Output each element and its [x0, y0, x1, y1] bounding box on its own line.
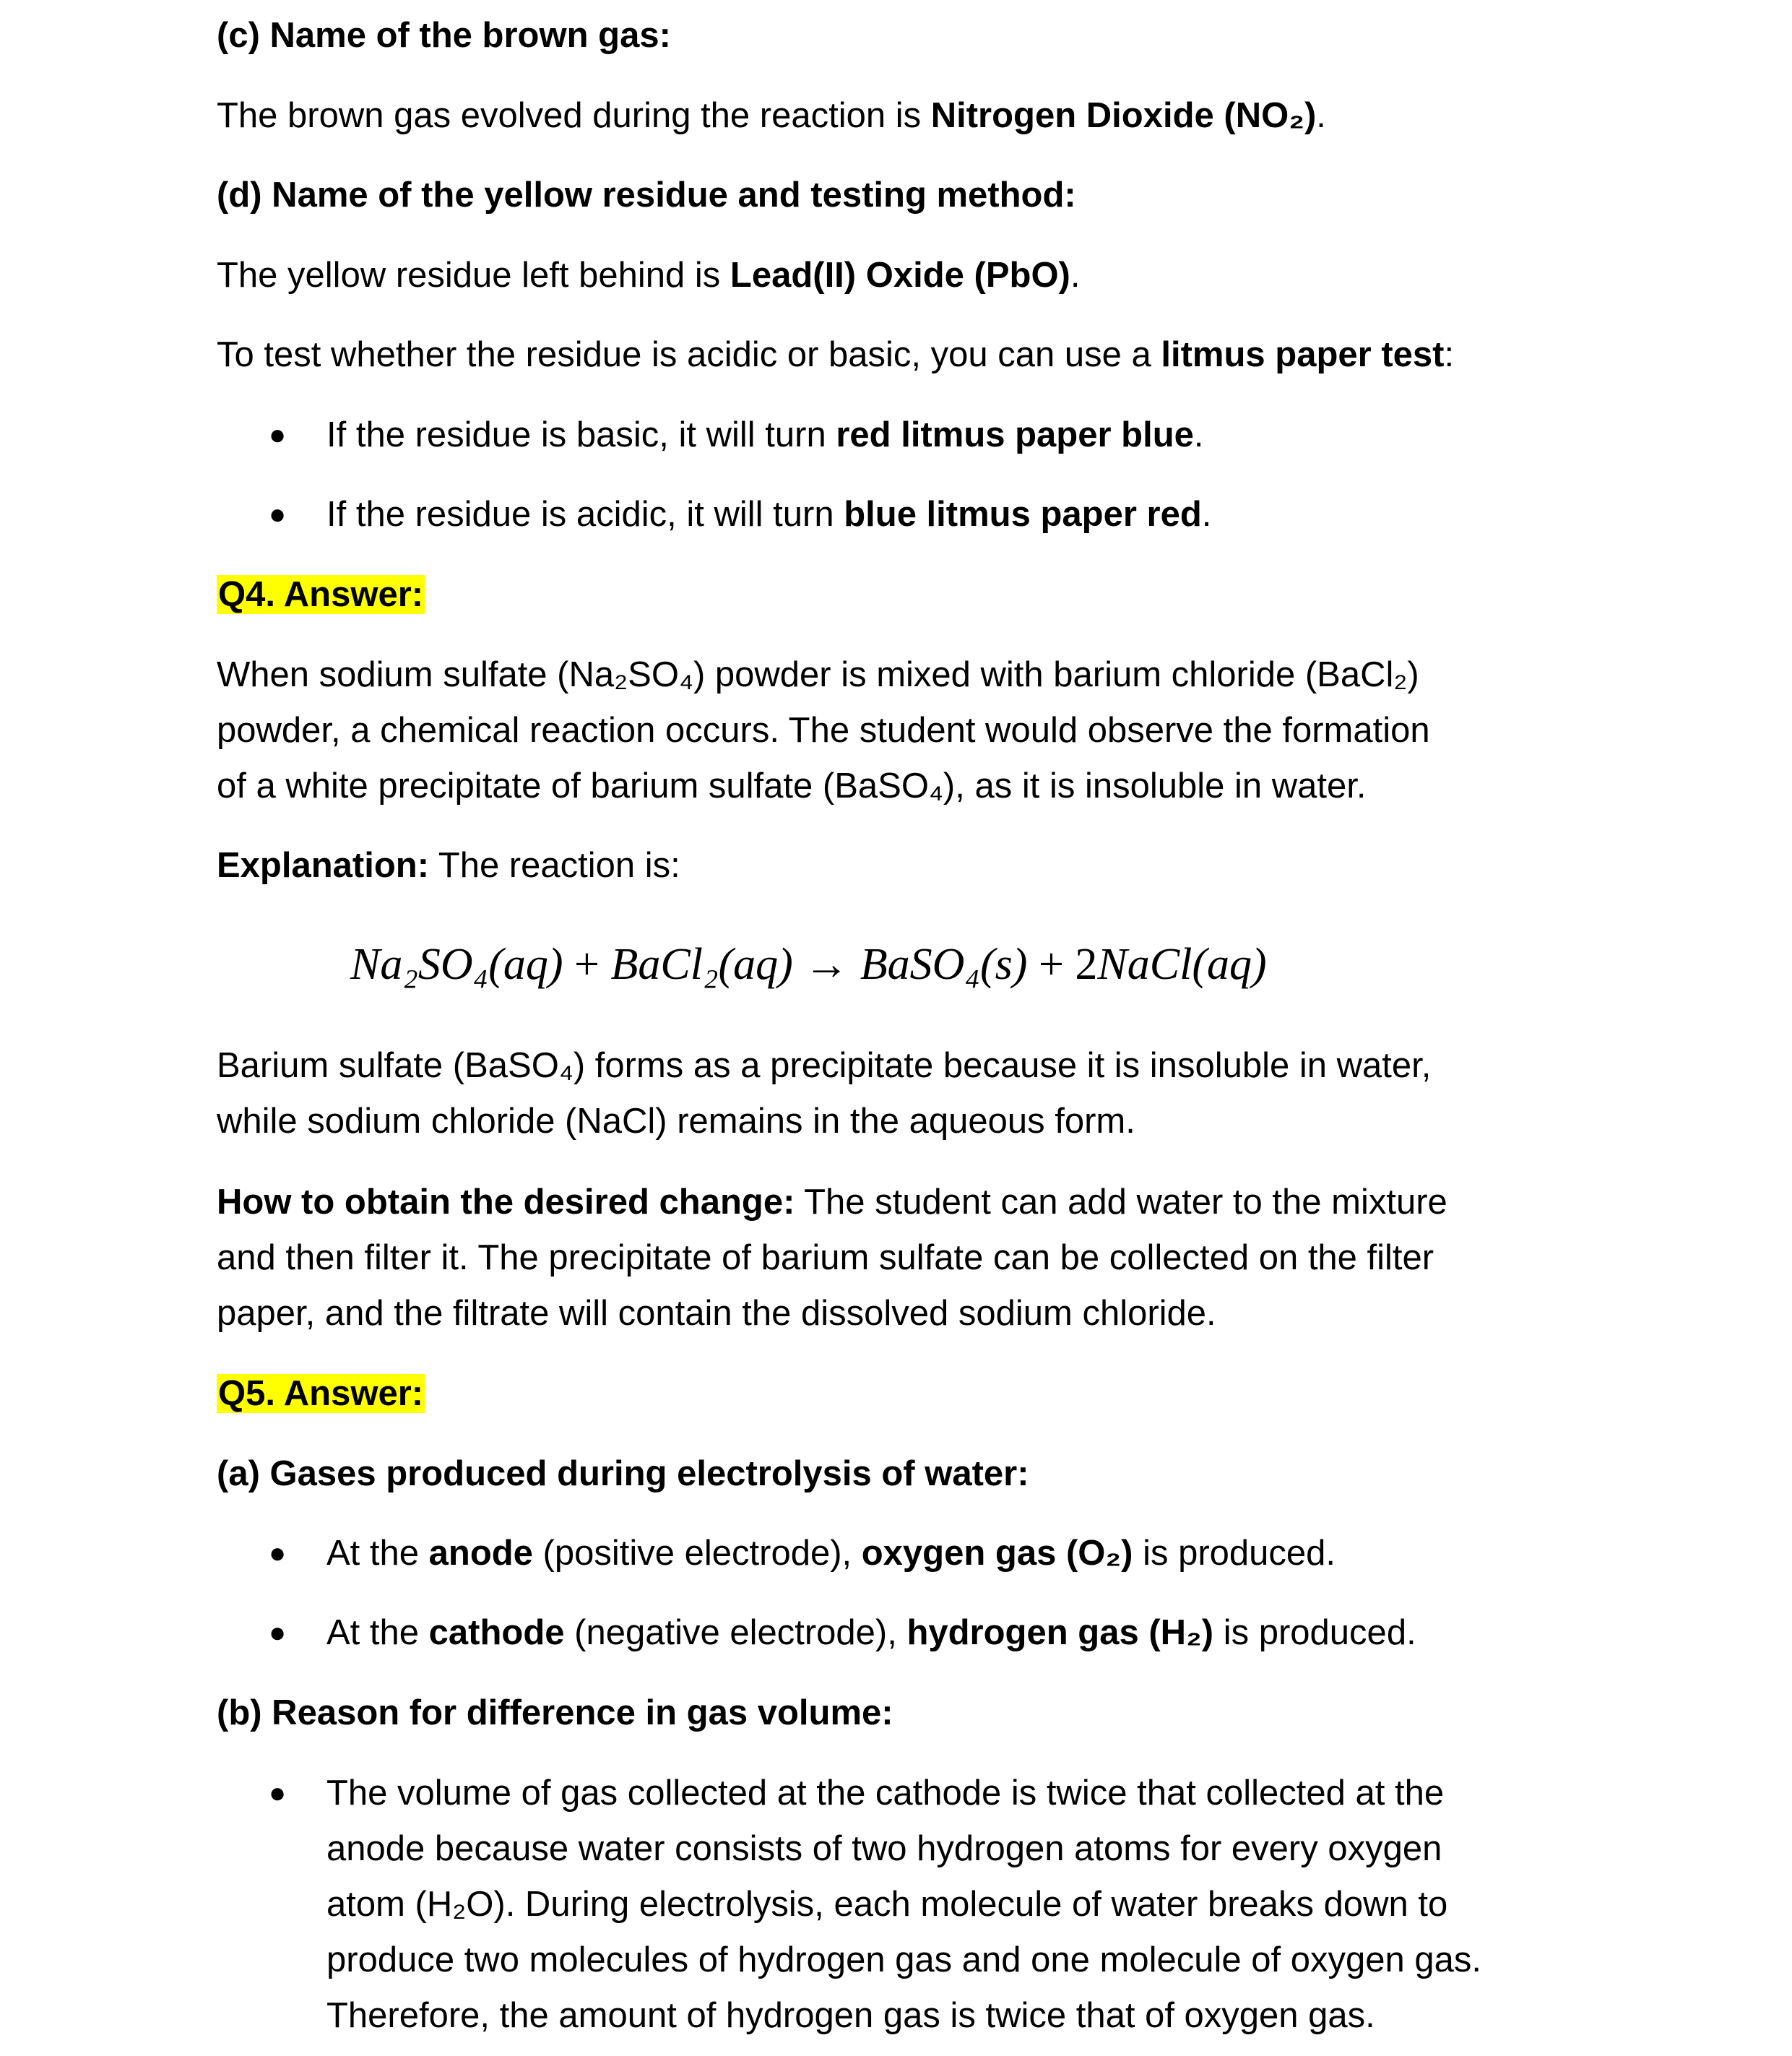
bold-term: Lead(II) Oxide (PbO): [730, 256, 1070, 295]
section-d-residue: [217, 248, 1081, 303]
text-span: (positive electrode),: [532, 1534, 862, 1573]
bold-term: hydrogen gas (H₂): [906, 1613, 1214, 1652]
list-item: [217, 407, 1625, 463]
bullet-icon: ●: [269, 419, 287, 451]
text-line: powder, a chemical reaction occurs. The student would observe the formation: [217, 711, 1430, 750]
eq-arrow: →: [792, 940, 860, 989]
text-line: and then filter it. The precipitate of barium sulfate can be collected on the filter: [217, 1238, 1434, 1277]
text-span: The brown gas evolved during the reaction is: [217, 96, 931, 135]
eq-plus: +: [1027, 940, 1075, 989]
text-line: [217, 1175, 1447, 1230]
bold-label: How to obtain the desired change:: [217, 1183, 795, 1222]
highlighted-label: Q5. Answer:: [218, 1374, 424, 1413]
text-span: At the: [326, 1534, 429, 1573]
text-line: Barium sulfate (BaSO₄) forms as a precipitate because it is insoluble in water,: [217, 1046, 1432, 1085]
text-span: .: [1070, 256, 1081, 295]
text-span: .: [1193, 415, 1204, 454]
bold-term: anode: [428, 1534, 533, 1573]
bullet-icon: ●: [269, 498, 287, 530]
bold-label: Explanation:: [217, 846, 430, 885]
text-span: .: [1316, 96, 1326, 135]
eq-product-2: NaCl(aq): [1097, 940, 1267, 989]
text-span: The yellow residue left behind is: [217, 256, 730, 295]
highlighted-label: Q4. Answer:: [218, 575, 424, 614]
eq-plus: +: [563, 940, 611, 989]
list-item: [217, 1605, 1625, 1661]
chemical-equation: [217, 932, 1267, 997]
eq-product-1: BaSO₄(s): [860, 940, 1028, 989]
eq-coefficient: 2: [1075, 940, 1098, 989]
q4-after-equation: [217, 1038, 1431, 1149]
text-span: To test whether the residue is acidic or basic, you can use a: [217, 335, 1161, 374]
text-span: The student can add water to the mixture: [795, 1183, 1447, 1222]
section-c-answer: [217, 88, 1326, 144]
text-line: The volume of gas collected at the cathode is twice that collected at the: [326, 1774, 1445, 1813]
litmus-bullet-list: [217, 407, 1625, 543]
text-span: .: [1201, 495, 1212, 534]
section-5b-heading: (b) Reason for difference in gas volume:: [217, 1693, 893, 1732]
section-c-heading: (c) Name of the brown gas:: [217, 16, 671, 55]
text-span: is produced.: [1213, 1613, 1416, 1652]
bold-term: Nitrogen Dioxide (NO₂): [930, 96, 1317, 135]
section-5a-heading: (a) Gases produced during electrolysis of water:: [217, 1454, 1029, 1493]
list-item: [217, 487, 1625, 543]
bold-term: cathode: [428, 1613, 565, 1652]
section-d-test: [217, 327, 1454, 383]
q5-label: [217, 1366, 425, 1422]
text-span: At the: [326, 1613, 429, 1652]
text-span: If the residue is basic, it will turn: [326, 415, 836, 454]
bold-term: red litmus paper blue: [836, 415, 1194, 454]
text-line: atom (H₂O). During electrolysis, each molecule of water breaks down to: [326, 1885, 1448, 1924]
text-line: while sodium chloride (NaCl) remains in the aqueous form.: [217, 1102, 1135, 1141]
text-span: :: [1444, 335, 1455, 374]
text-span: is produced.: [1133, 1534, 1336, 1573]
list-item: [217, 1766, 1625, 2044]
bold-term: litmus paper test: [1161, 335, 1445, 374]
bold-term: oxygen gas (O₂): [861, 1534, 1133, 1573]
text-line: anode because water consists of two hydrogen atoms for every oxygen: [326, 1829, 1442, 1868]
text-span: If the residue is acidic, it will turn: [326, 495, 844, 534]
q4-how-to: [217, 1175, 1447, 1342]
electrode-bullet-list: [217, 1526, 1625, 1661]
text-line: of a white precipitate of barium sulfate (BaSO₄), as it is insoluble in water.: [217, 766, 1367, 805]
list-item: [217, 1526, 1625, 1581]
reason-bullet-list: [217, 1766, 1625, 2044]
text-line: paper, and the filtrate will contain the dissolved sodium chloride.: [217, 1294, 1216, 1333]
q4-explanation: [217, 838, 680, 894]
eq-reactant-2: BaCl₂(aq): [610, 940, 793, 989]
text-line: When sodium sulfate (Na₂SO₄) powder is mixed with barium chloride (BaCl₂): [217, 655, 1419, 694]
text-span: (negative electrode),: [564, 1613, 907, 1652]
q4-label: [217, 567, 425, 623]
text-line: produce two molecules of hydrogen gas and one molecule of oxygen gas.: [326, 1940, 1481, 1979]
q4-intro: [217, 647, 1430, 814]
text-line: Therefore, the amount of hydrogen gas is twice that of oxygen gas.: [326, 1996, 1375, 2035]
section-d-heading: (d) Name of the yellow residue and testing method:: [217, 176, 1076, 215]
bullet-icon: ●: [269, 1537, 287, 1569]
bold-term: blue litmus paper red: [844, 495, 1202, 534]
text-span: The reaction is:: [429, 846, 680, 885]
bullet-icon: ●: [269, 1617, 287, 1649]
eq-reactant-1: Na₂SO₄(aq): [350, 940, 563, 989]
bullet-icon: ●: [269, 1777, 287, 1809]
